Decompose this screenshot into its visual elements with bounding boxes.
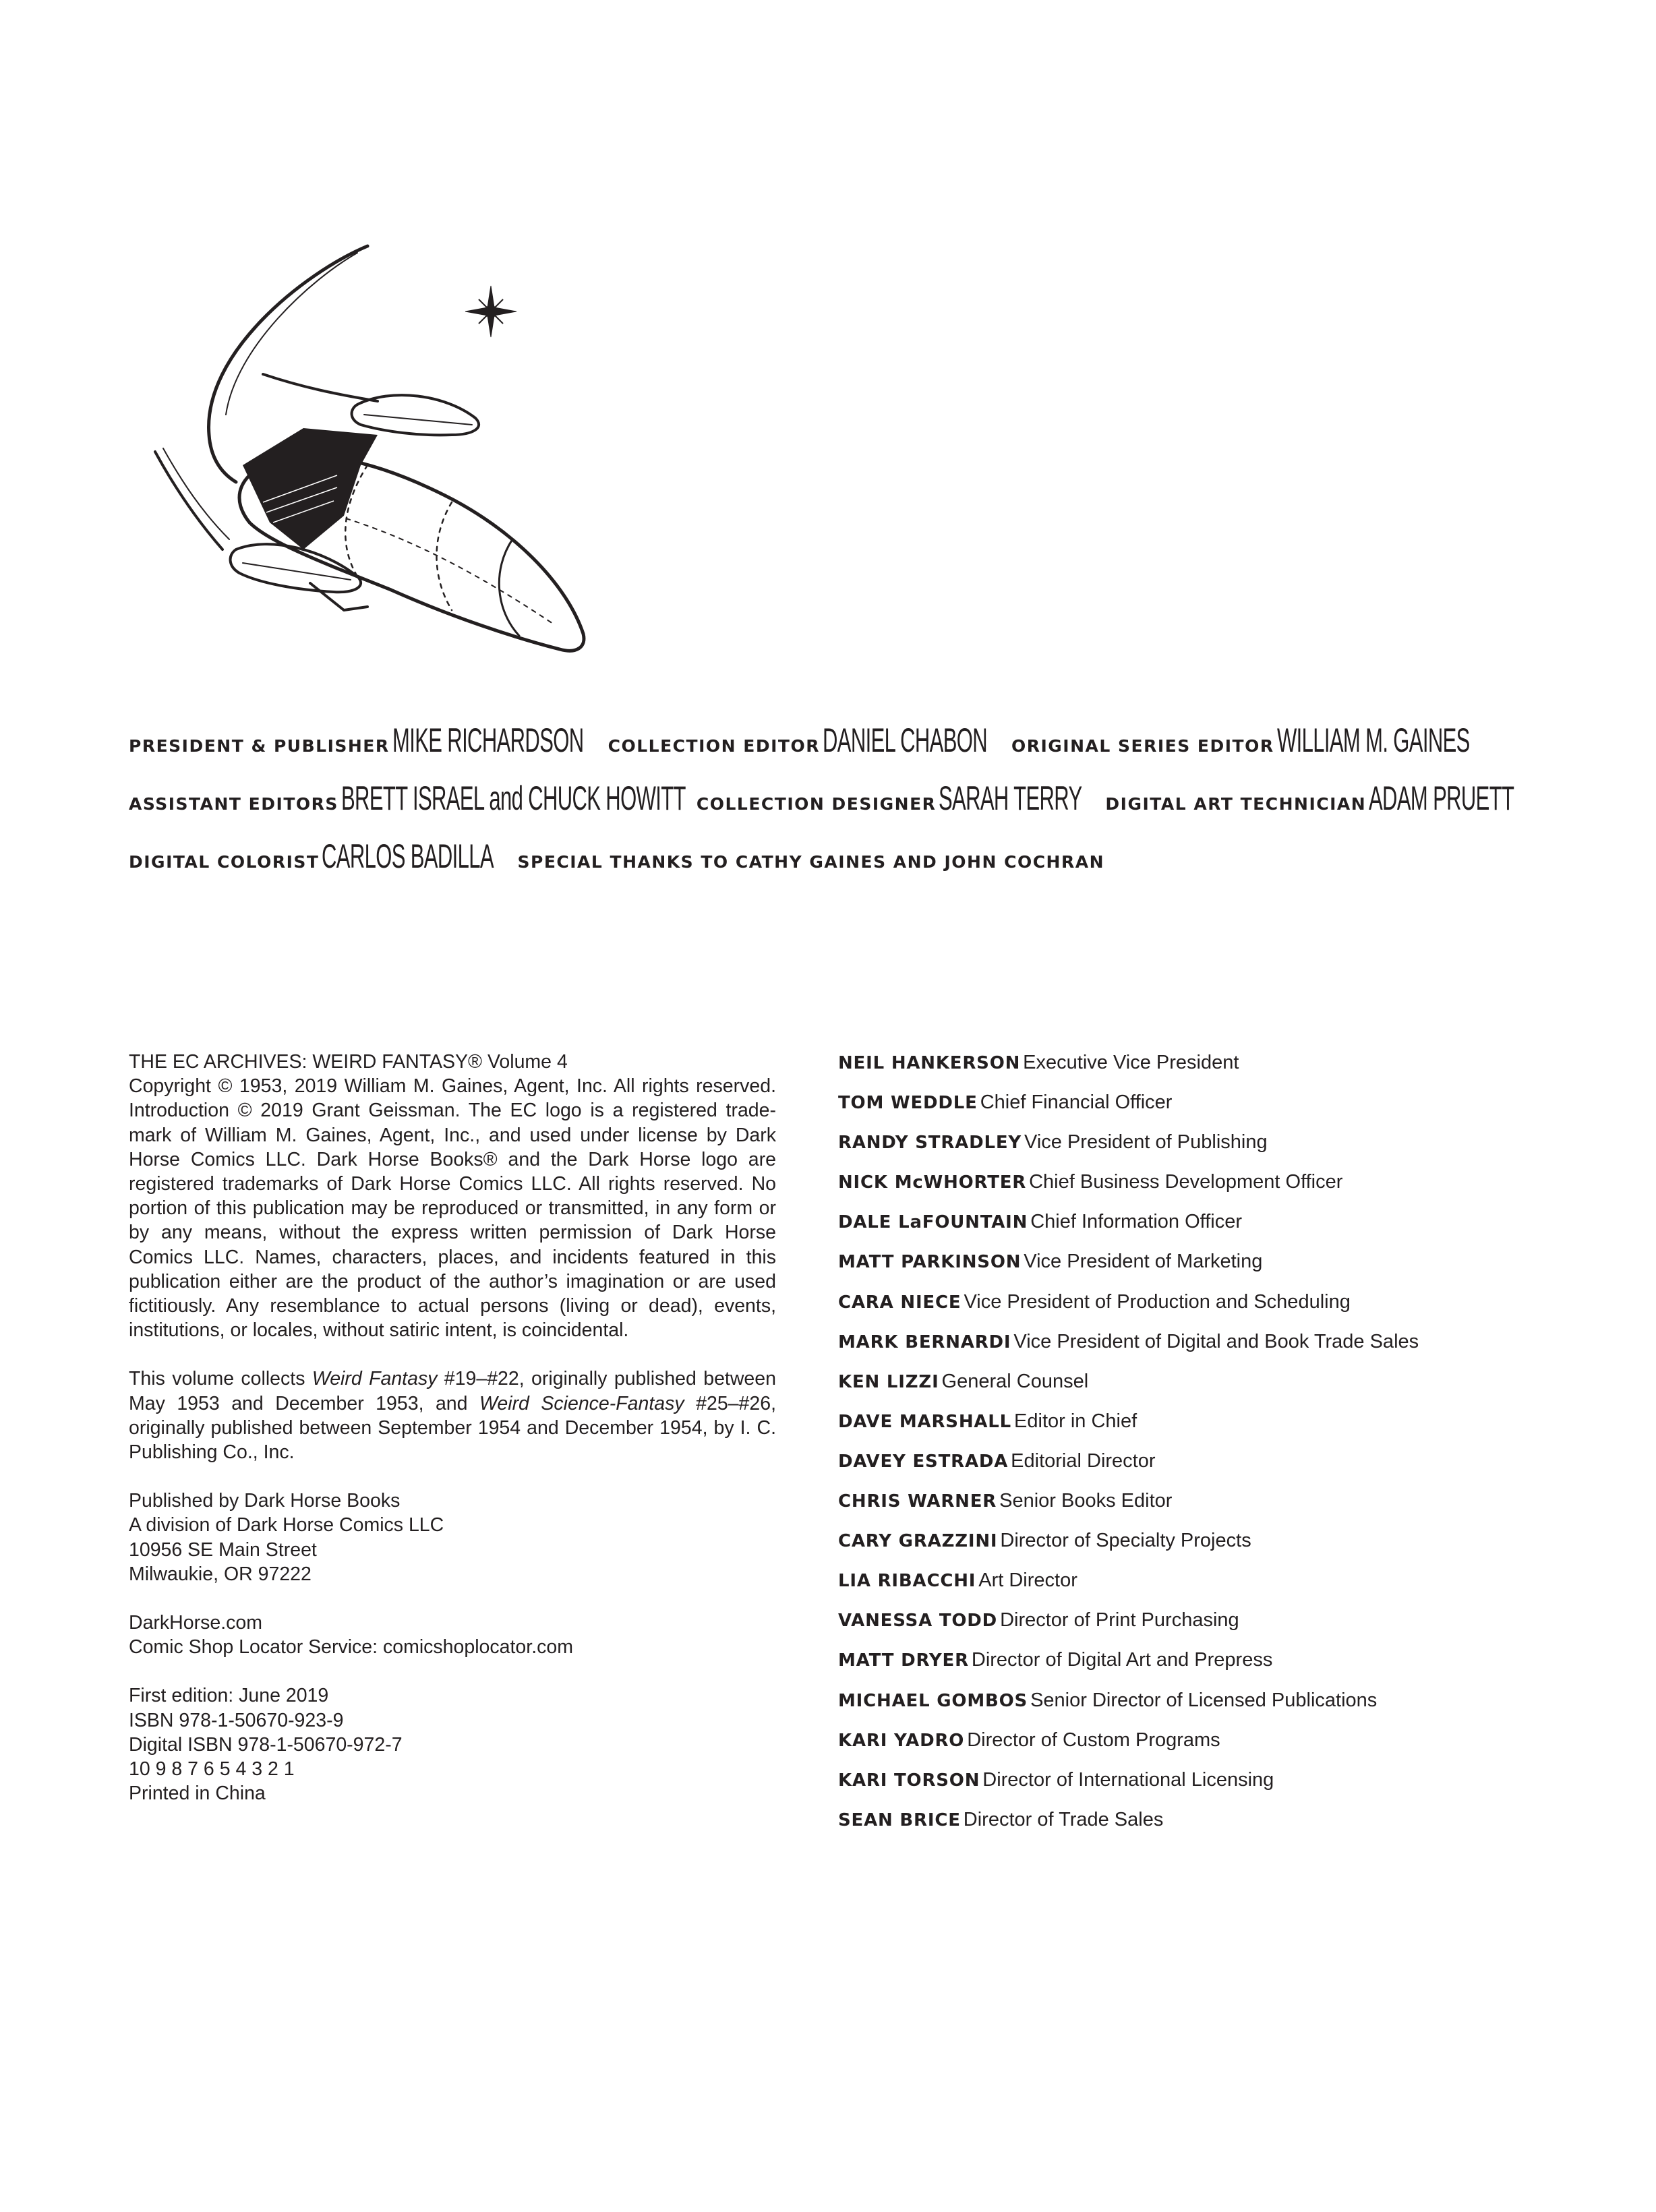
- isbn-text: ISBN 978-1-50670-923-9: [129, 1709, 344, 1731]
- staff-title: Director of Digital Art and Prepress: [971, 1649, 1273, 1671]
- staff-name: DALE LaFOUNTAIN: [838, 1212, 1028, 1233]
- staff-name: VANESSA TODD: [838, 1611, 998, 1632]
- credit-role: COLLECTION EDITOR: [608, 736, 820, 756]
- staff-title: Chief Financial Officer: [980, 1092, 1173, 1114]
- staff-name: CARA NIECE: [838, 1292, 962, 1313]
- staff-title: Director of Trade Sales: [963, 1808, 1164, 1830]
- copyright-text: Copyright © 1953, 2019 William M. Gaines, Agent, Inc. All rights reserved. Introduction © 2019 Grant Geissman. The EC logo is a registered trade-mark of William M. Gaines, Agent, Inc., and used under license by Dark Horse Comics LLC. Dark Horse Books® and the Dark Horse logo are registered trademarks of Dark Horse Comics LLC. All rights reserved. No portion of this publication may be reproduced or transmitted, in any form or by any means, without the express written permission of Dark Horse Comics LLC. Names, characters, places, and incidents featured in this publication either are the product of the author’s imagination or are used fictitiously. Any resemblance to actual persons (living or dead), events, institutions, or locales, without satiric intent, is coincidental.: [129, 1075, 776, 1342]
- staff-row: [838, 1129, 1614, 1168]
- collects-text: #25–#26, originally published between September 1954 and December 1954, by I. C. Publishing Co., Inc.: [129, 1392, 777, 1464]
- credit-collection-designer: [696, 769, 1082, 836]
- staff-title: Chief Business Development Officer: [1029, 1171, 1343, 1193]
- credit-name: DANIEL CHABON: [822, 721, 987, 759]
- credit-name: CARLOS BADILLA: [322, 837, 494, 875]
- staff-row: [838, 1408, 1614, 1447]
- staff-title: Vice President of Marketing: [1024, 1251, 1263, 1273]
- staff-name: NEIL HANKERSON: [838, 1053, 1021, 1073]
- website-text: DarkHorse.com: [129, 1612, 262, 1634]
- series-title: Weird Science-Fantasy: [479, 1392, 684, 1414]
- staff-row: [838, 1168, 1614, 1208]
- staff-row: [838, 1089, 1614, 1129]
- staff-row: [838, 1248, 1614, 1288]
- staff-title: Executive Vice President: [1023, 1052, 1239, 1073]
- staff-title: Vice President of Production and Scheduling: [964, 1290, 1351, 1313]
- staff-row: [838, 1727, 1614, 1766]
- printing-line: 10 9 8 7 6 5 4 3 2 1: [129, 1758, 295, 1781]
- staff-row: [838, 1447, 1614, 1487]
- edition-info: [129, 1683, 776, 1805]
- staff-title: Editorial Director: [1011, 1449, 1156, 1472]
- special-thanks-text: SPECIAL THANKS TO CATHY GAINES AND JOHN COCHRAN: [517, 852, 1104, 872]
- locator-text: Comic Shop Locator Service: comicshoplocator.com: [129, 1636, 573, 1658]
- credit-name: MIKE RICHARDSON: [392, 721, 584, 759]
- staff-row: [838, 1766, 1614, 1806]
- staff-title: Vice President of Publishing: [1024, 1131, 1268, 1154]
- staff-row: [838, 1527, 1614, 1567]
- credit-role: COLLECTION DESIGNER: [696, 794, 937, 814]
- staff-list: [838, 1049, 1614, 1846]
- staff-row: [838, 1687, 1614, 1727]
- legal-block: [129, 1050, 776, 1830]
- staff-title: Chief Information Officer: [1030, 1211, 1242, 1233]
- credit-name: WILLIAM M. GAINES: [1276, 721, 1470, 759]
- staff-name: TOM WEDDLE: [838, 1093, 978, 1114]
- printed-in-text: Printed in China: [129, 1783, 266, 1805]
- collects-paragraph: [129, 1367, 776, 1464]
- publisher-line: Published by Dark Horse Books: [129, 1490, 401, 1512]
- staff-row: [838, 1567, 1614, 1607]
- edition-text: First edition: June 2019: [129, 1685, 329, 1707]
- staff-name: DAVEY ESTRADA: [838, 1451, 1009, 1472]
- staff-row: [838, 1487, 1614, 1527]
- publisher-line: Milwaukie, OR 97222: [129, 1563, 312, 1585]
- staff-title: Senior Director of Licensed Publications: [1030, 1689, 1378, 1711]
- collects-text: This volume collects: [129, 1368, 312, 1390]
- staff-title: Art Director: [978, 1570, 1077, 1592]
- credit-role: ORIGINAL SERIES EDITOR: [1011, 736, 1274, 756]
- credit-role: DIGITAL ART TECHNICIAN: [1105, 794, 1367, 814]
- staff-row: [838, 1049, 1614, 1089]
- publisher-address: [129, 1489, 776, 1586]
- credit-collection-editor: [608, 711, 987, 778]
- staff-row: [838, 1806, 1614, 1846]
- staff-row: [838, 1328, 1614, 1368]
- credit-name: ADAM PRUETT: [1369, 779, 1514, 817]
- credits-block: [129, 711, 1545, 885]
- staff-name: CHRIS WARNER: [838, 1491, 997, 1512]
- book-title: THE EC ARCHIVES: WEIRD FANTASY® Volume 4: [129, 1051, 568, 1073]
- staff-name: MATT PARKINSON: [838, 1252, 1022, 1273]
- staff-name: KARI YADRO: [838, 1730, 965, 1751]
- staff-name: RANDY STRADLEY: [838, 1133, 1022, 1154]
- digital-isbn-text: Digital ISBN 978-1-50670-972-7: [129, 1733, 403, 1756]
- credit-digital-art-technician: [1105, 769, 1514, 836]
- credit-line-1: [129, 711, 1545, 769]
- staff-title: Director of Specialty Projects: [1000, 1530, 1251, 1552]
- credit-name: BRETT ISRAEL and CHUCK HOWITT: [341, 779, 686, 817]
- staff-title: Director of Print Purchasing: [1000, 1609, 1239, 1632]
- copyright-paragraph: [129, 1050, 776, 1342]
- staff-name: KARI TORSON: [838, 1770, 980, 1791]
- staff-title: Vice President of Digital and Book Trade Sales: [1013, 1330, 1419, 1352]
- staff-name: MICHAEL GOMBOS: [838, 1690, 1028, 1711]
- staff-row: [838, 1208, 1614, 1248]
- credit-role: ASSISTANT EDITORS: [129, 794, 338, 814]
- collects-text: #19–#22, originally published between May 1953 and December 1953, and: [129, 1368, 776, 1414]
- staff-name: LIA RIBACCHI: [838, 1571, 976, 1592]
- web-info: [129, 1611, 776, 1659]
- staff-row: [838, 1646, 1614, 1686]
- staff-row: [838, 1368, 1614, 1408]
- staff-title: Director of Custom Programs: [967, 1729, 1220, 1751]
- staff-name: SEAN BRICE: [838, 1810, 961, 1830]
- staff-name: CARY GRAZZINI: [838, 1531, 998, 1552]
- staff-title: Director of International Licensing: [982, 1768, 1274, 1791]
- staff-title: General Counsel: [941, 1370, 1089, 1392]
- staff-name: KEN LIZZI: [838, 1371, 939, 1392]
- credit-name: SARAH TERRY: [939, 779, 1082, 817]
- series-title: Weird Fantasy: [312, 1368, 438, 1390]
- staff-name: MATT DRYER: [838, 1650, 969, 1671]
- credit-digital-colorist: [129, 827, 494, 894]
- rocket-ship-icon: [135, 233, 607, 664]
- credit-role: PRESIDENT & PUBLISHER: [129, 736, 390, 756]
- credit-assistant-editors: [129, 769, 686, 836]
- credit-line-2: [129, 769, 1545, 827]
- special-thanks: [517, 833, 1104, 894]
- staff-name: MARK BERNARDI: [838, 1332, 1011, 1352]
- credit-publisher: [129, 711, 584, 778]
- credit-role: DIGITAL COLORIST: [129, 852, 320, 872]
- staff-row: [838, 1607, 1614, 1646]
- publisher-line: 10956 SE Main Street: [129, 1538, 317, 1561]
- credit-original-series-editor: [1011, 711, 1473, 778]
- staff-name: NICK McWHORTER: [838, 1172, 1027, 1193]
- staff-title: Editor in Chief: [1014, 1410, 1137, 1432]
- staff-row: [838, 1288, 1614, 1328]
- publisher-line: A division of Dark Horse Comics LLC: [129, 1514, 444, 1536]
- staff-name: DAVE MARSHALL: [838, 1411, 1012, 1432]
- staff-title: Senior Books Editor: [999, 1490, 1173, 1512]
- star-icon: [465, 286, 516, 337]
